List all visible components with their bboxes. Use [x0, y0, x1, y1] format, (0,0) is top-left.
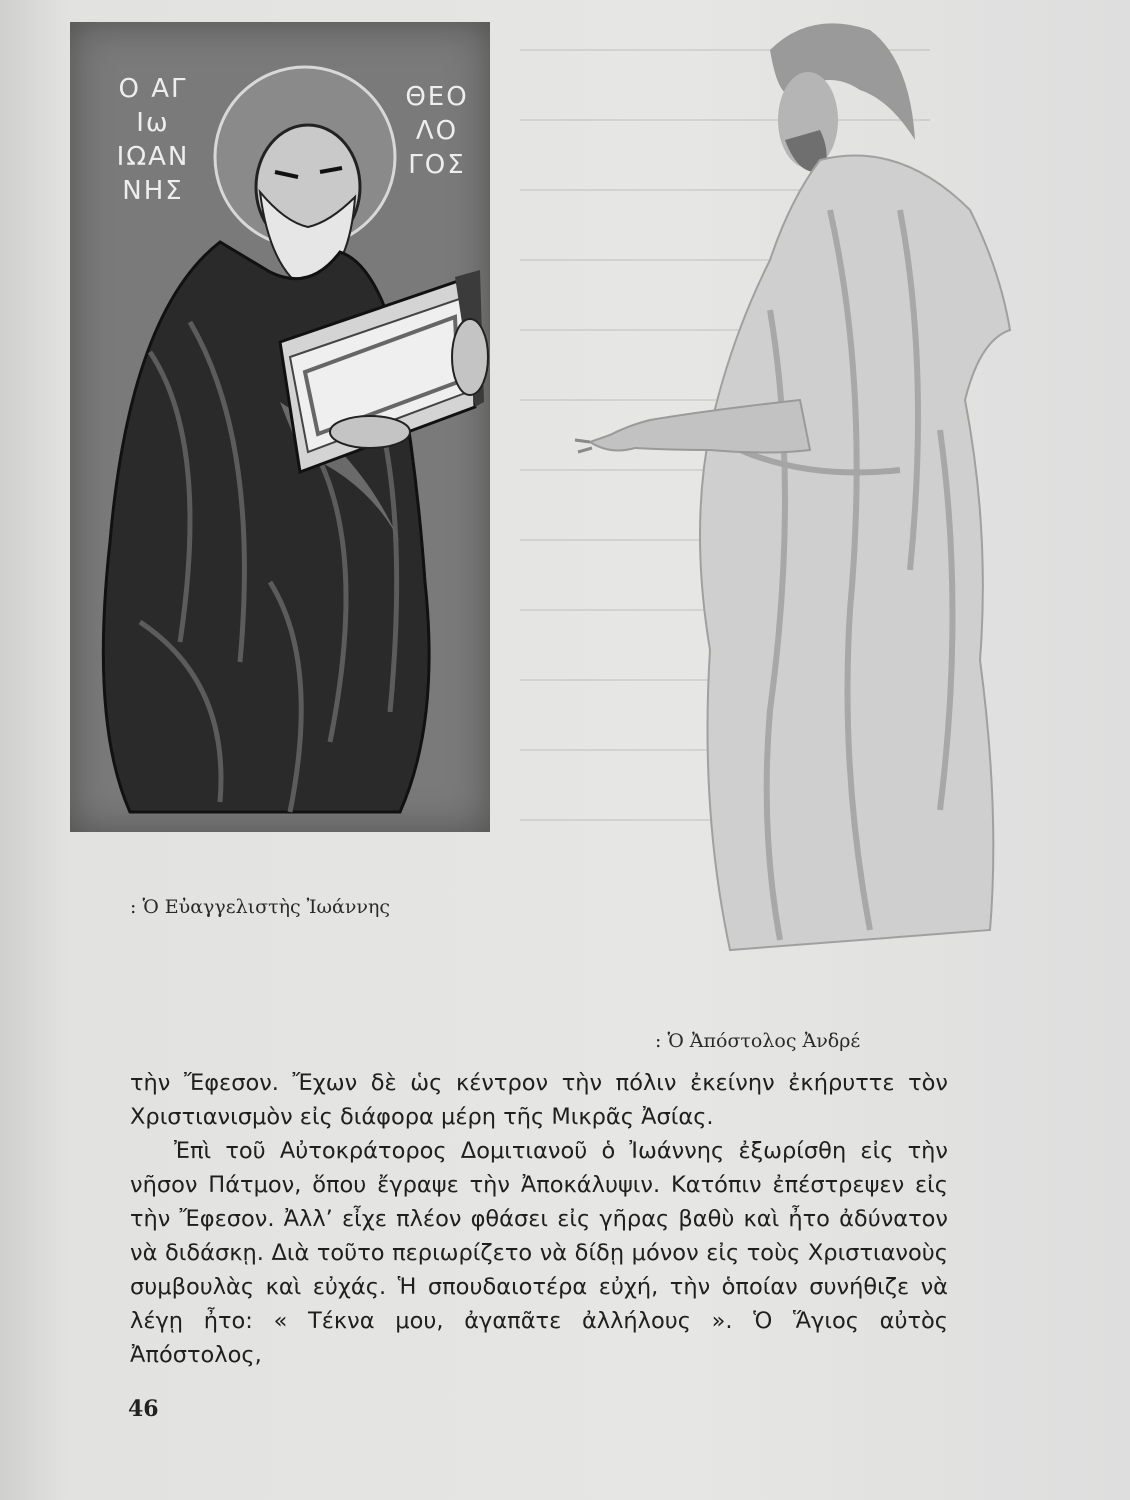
inscription-line: Ιω [136, 108, 170, 138]
page-number: 46 [128, 1396, 159, 1422]
body-text [130, 1066, 948, 1372]
paragraph: τὴν Ἔφεσον. Ἔχων δὲ ὡς κέντρον τὴν πόλιν ἐκείνην ἐκήρυττε τὸν Χριστιανισμὸν εἰς διάφορα μέρη τῆς Μικρᾶς Ἀσίας. [130, 1070, 948, 1130]
icon-of-saint-john [70, 22, 490, 832]
inscription-line: ΓΟΣ [408, 150, 466, 180]
inscription-line: ΛΟ [415, 116, 459, 146]
inscription-line: ΝΗΣ [122, 176, 184, 206]
inscription-line: ΙΩΑΝ [116, 142, 190, 172]
caption-apostle-andrew: : Ὁ Ἀπόστολος Ἀνδρέ [655, 1030, 861, 1052]
caption-evangelist-john: : Ὁ Εὐαγγελιστὴς Ἰωάννης [130, 896, 390, 918]
paragraph: Ἐπὶ τοῦ Αὐτοκράτορος Δομιτιανοῦ ὁ Ἰωάννης ἐξωρίσθη εἰς τὴν νῆσον Πάτμον, ὅπου ἔγραψε τὴν Ἀποκάλυψιν. Κατόπιν ἐπέστρεψεν εἰς τὴν Ἔφεσον. Ἀλλ’ εἶχε πλέον φθάσει εἰς γῆρας βαθὺ καὶ ἦτο ἀδύνατον νὰ διδάσκῃ. Διὰ τοῦτο περιωρίζετο νὰ δίδῃ μόνον εἰς τοὺς Χριστιανοὺς συμβουλὰς καὶ εὐχάς. Ἡ σπουδαιοτέρα εὐχή, τὴν ὁποίαν συνήθιζε νὰ λέγῃ ἦτο: « Τέκνα μου, ἀγαπᾶτε ἀλλήλους ». Ὁ Ἅγιος αὐτὸς Ἀπόστολος, [130, 1138, 948, 1368]
inscription-line: Ο ΑΓ [118, 74, 188, 104]
apostle-andrew-drawing [570, 10, 1030, 970]
icon-inscription-right [402, 80, 472, 182]
inscription-line: ΘΕΟ [405, 82, 469, 112]
icon-inscription-left [108, 72, 198, 208]
